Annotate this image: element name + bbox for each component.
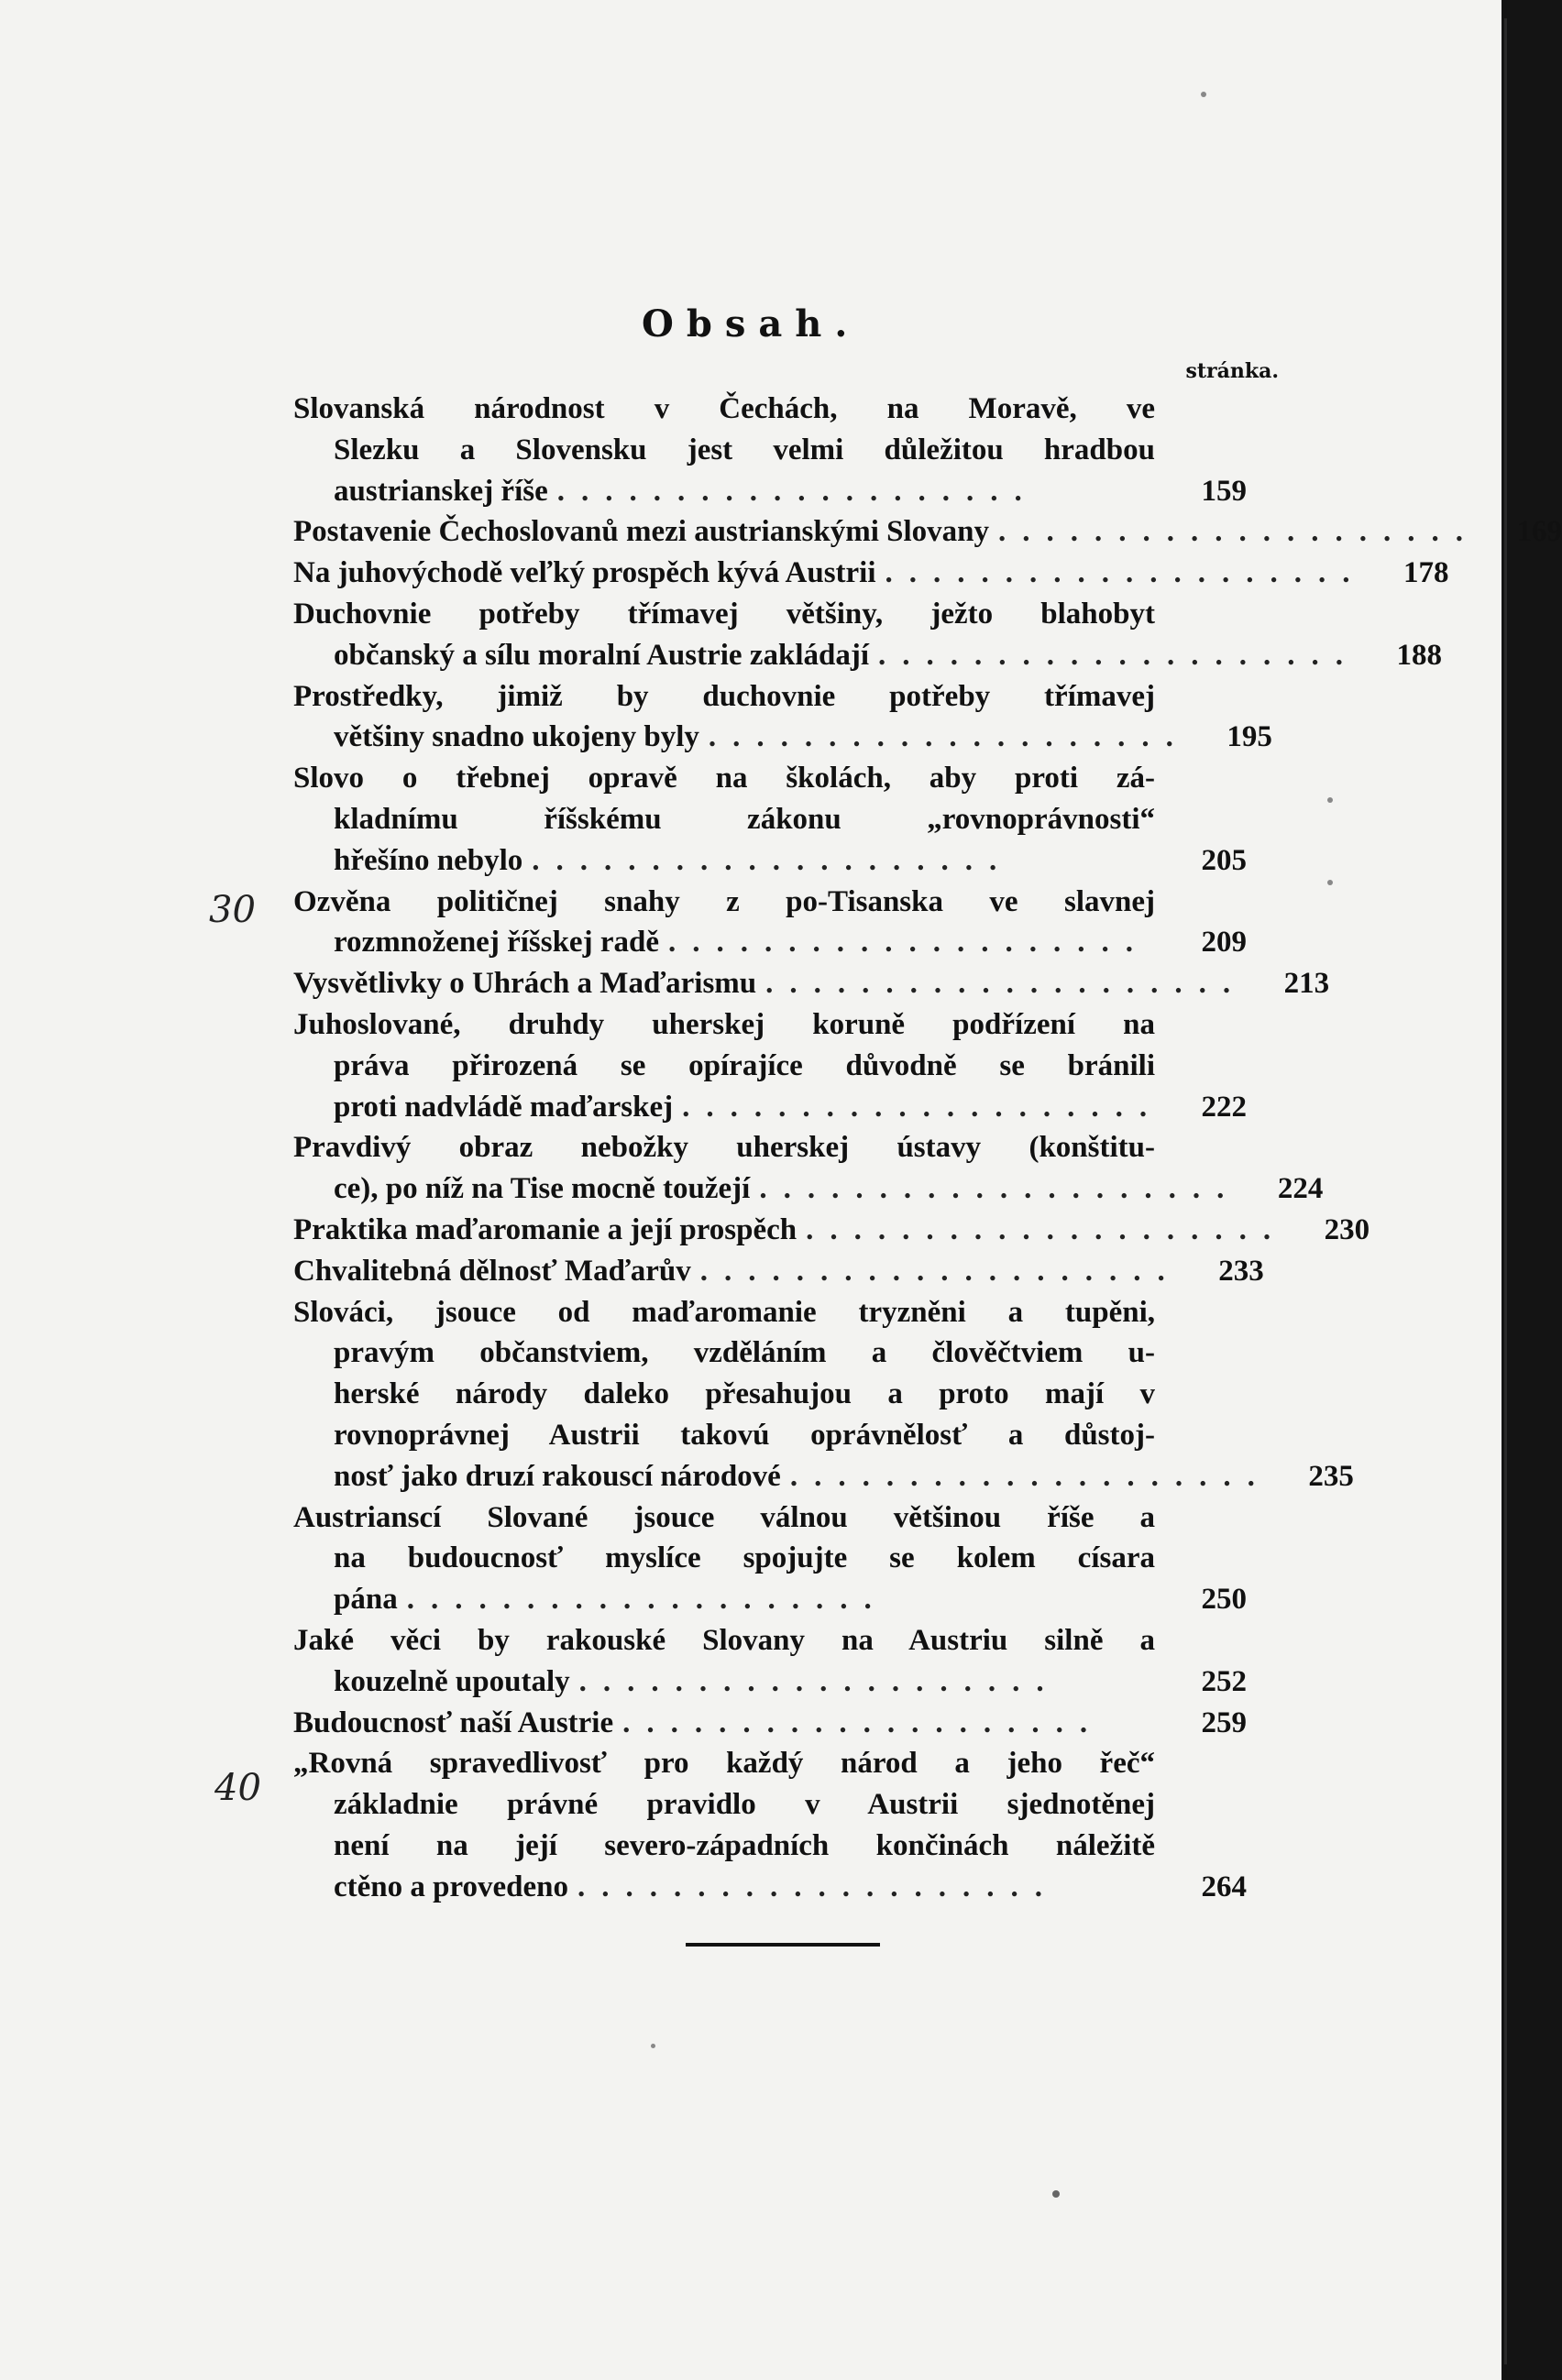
scan-speck	[1201, 92, 1206, 97]
toc-entry-text: Austrianscí Slované jsouce válnou většinou říše a	[293, 1500, 1155, 1534]
scan-speck	[651, 2044, 655, 2048]
toc-page-number: 169	[1516, 515, 1562, 549]
toc-line	[293, 1415, 1247, 1456]
toc-line	[293, 922, 1247, 963]
toc-line	[293, 1333, 1247, 1374]
handwritten-margin-note: 40	[214, 1767, 261, 1809]
toc-entry-text: není na její severo-západních končinách náležitě	[334, 1828, 1155, 1862]
toc-line	[293, 1210, 1370, 1251]
toc-line	[293, 1703, 1247, 1744]
toc-entry-text: Juhoslované, druhdy uherskej koruně podřízení na	[293, 1007, 1155, 1041]
toc-page-number: 264	[1201, 1870, 1247, 1903]
toc-page-number: 205	[1201, 843, 1247, 877]
toc-entry-text: na budoucnosť myslíce spojujte se kolem císara	[334, 1541, 1155, 1575]
toc-entry-text: Prostředky, jimiž by duchovnie potřeby třímavej	[293, 679, 1155, 713]
toc-entry-text: hřešíno nebylo	[334, 843, 523, 877]
scan-speck	[1327, 880, 1333, 885]
table-of-contents	[293, 389, 1562, 1907]
toc-page-number: 209	[1201, 926, 1247, 960]
toc-line	[293, 430, 1247, 471]
toc-entry-text: Pravdivý obraz nebožky uherskej ústavy (konštitu-	[293, 1131, 1155, 1165]
handwritten-margin-note: 30	[209, 889, 256, 931]
toc-line	[293, 1004, 1247, 1046]
toc-entry-text: Na juhovýchodě veľký prospěch kývá Austrii	[293, 556, 876, 590]
dot-leader: ....................	[885, 556, 1367, 590]
toc-line	[293, 799, 1247, 840]
toc-entry-text: Slovo o třebnej opravě na školách, aby proti zá-	[293, 762, 1155, 795]
toc-entry-text: Jaké věci by rakouské Slovany na Austriu silně a	[293, 1623, 1155, 1657]
toc-entry-text: proti nadvládě maďarskej	[334, 1090, 674, 1124]
toc-entry	[293, 882, 1247, 964]
toc-entry-text: Slovanská národnost v Čechách, na Moravě, ve	[293, 392, 1155, 425]
toc-page-number: 233	[1218, 1254, 1264, 1288]
toc-entry	[293, 389, 1247, 511]
toc-entry-text: herské národy daleko přesahujou a proto mají v	[334, 1377, 1155, 1411]
toc-line	[293, 635, 1442, 676]
toc-page-number: 178	[1403, 556, 1449, 590]
toc-entry-text: většiny snadno ukojeny byly	[334, 720, 699, 754]
toc-line	[293, 1826, 1247, 1867]
toc-entry	[293, 1004, 1247, 1127]
toc-entry	[293, 511, 1562, 553]
toc-line	[293, 882, 1247, 923]
toc-line	[293, 1127, 1247, 1168]
toc-line	[293, 1497, 1247, 1539]
toc-line	[293, 758, 1247, 799]
toc-line	[293, 1538, 1247, 1579]
toc-line	[293, 1784, 1247, 1826]
page-edge	[1504, 18, 1507, 2364]
toc-entry	[293, 963, 1330, 1004]
toc-page-number: 159	[1201, 474, 1247, 508]
toc-entry	[293, 758, 1247, 881]
toc-entry	[293, 1743, 1247, 1907]
toc-page-number: 213	[1283, 967, 1330, 1001]
toc-entry-text: pravým občanstviem, vzděláním a člověčtviem u-	[334, 1336, 1155, 1370]
toc-page-number: 235	[1308, 1459, 1354, 1493]
toc-entry-text: Budoucnosť naší Austrie	[293, 1705, 614, 1739]
dot-leader: ....................	[532, 843, 1014, 877]
closing-rule	[686, 1943, 880, 1947]
toc-entry	[293, 676, 1272, 759]
dot-leader: ....................	[789, 1459, 1271, 1493]
toc-line	[293, 1662, 1247, 1703]
toc-entry-text: kouzelně upoutaly	[334, 1664, 570, 1698]
toc-entry-text: kladnímu říšskému zákonu „rovnoprávnosti“	[334, 802, 1155, 836]
toc-page-number: 188	[1396, 638, 1442, 672]
toc-entry-text: Slezku a Slovensku jest velmi důležitou hradbou	[334, 433, 1155, 466]
toc-line	[293, 1251, 1264, 1292]
toc-entry-text: nosť jako druzí rakouscí národové	[334, 1459, 781, 1493]
dot-leader: ....................	[878, 638, 1359, 672]
toc-entry	[293, 594, 1442, 676]
dot-leader: ....................	[699, 1254, 1182, 1288]
toc-page-number: 195	[1226, 720, 1272, 754]
toc-page-number: 252	[1201, 1664, 1247, 1698]
dot-leader: ....................	[578, 1664, 1061, 1698]
toc-line	[293, 1743, 1247, 1784]
toc-line	[293, 676, 1247, 718]
toc-line	[293, 1374, 1247, 1415]
toc-entry-text: austrianskej říše	[334, 474, 548, 508]
dot-leader: ....................	[578, 1870, 1060, 1903]
toc-entry	[293, 1127, 1324, 1210]
toc-entry	[293, 553, 1449, 594]
toc-entry-text: Praktika maďaromanie a její prospěch	[293, 1212, 798, 1246]
dot-leader: ....................	[667, 926, 1150, 960]
toc-page-number: 259	[1201, 1705, 1247, 1739]
dot-leader: ....................	[998, 515, 1480, 549]
toc-line	[293, 1620, 1247, 1662]
toc-line	[293, 717, 1272, 758]
dot-leader: ....................	[806, 1212, 1288, 1246]
toc-entry	[293, 1292, 1354, 1497]
toc-entry	[293, 1620, 1247, 1703]
page-column-label: stránka.	[1185, 359, 1279, 383]
dot-leader: ....................	[406, 1583, 888, 1617]
toc-line	[293, 840, 1247, 882]
dot-leader: ....................	[759, 1172, 1241, 1206]
scan-speck	[1327, 797, 1333, 803]
toc-line	[293, 389, 1247, 430]
toc-entry	[293, 1210, 1370, 1251]
toc-line	[293, 1046, 1247, 1087]
toc-line	[293, 1867, 1247, 1908]
dot-leader: ....................	[622, 1705, 1105, 1739]
toc-entry-text: ctěno a provedeno	[334, 1870, 569, 1903]
toc-entry-text: Vysvětlivky o Uhrách a Maďarismu	[293, 967, 757, 1001]
toc-page-number: 222	[1201, 1090, 1247, 1124]
toc-entry-text: základnie právné pravidlo v Austrii sjednotěnej	[334, 1788, 1155, 1822]
toc-entry-text: Chvalitebná dělnosť Maďarův	[293, 1254, 691, 1288]
toc-line	[293, 1292, 1247, 1333]
toc-entry-text: pána	[334, 1583, 398, 1617]
dot-leader: ....................	[682, 1090, 1164, 1124]
toc-entry-text: rozmnoženej říšskej radě	[334, 926, 659, 960]
toc-entry-text: Postavenie Čechoslovanů mezi austrianskými Slovany	[293, 515, 990, 549]
toc-line	[293, 1456, 1354, 1497]
dot-leader: ....................	[708, 720, 1190, 754]
toc-line	[293, 963, 1330, 1004]
dot-leader: ....................	[556, 474, 1039, 508]
toc-line	[293, 511, 1562, 553]
toc-page-number: 250	[1201, 1583, 1247, 1617]
toc-entry-text: Duchovnie potřeby třímavej většiny, ježto blahobyt	[293, 597, 1155, 631]
toc-line	[293, 471, 1247, 512]
toc-entry-text: občanský a sílu moralní Austrie zakládají	[334, 638, 869, 672]
toc-entry	[293, 1497, 1247, 1620]
toc-entry-text: „Rovná spravedlivosť pro každý národ a jeho řeč“	[293, 1747, 1155, 1781]
toc-entry-text: Ozvěna političnej snahy z po-Tisanska ve slavnej	[293, 884, 1155, 918]
toc-entry	[293, 1251, 1264, 1292]
toc-entry-text: rovnoprávnej Austrii takovú oprávnělosť a důstoj-	[334, 1418, 1155, 1452]
toc-page-number: 224	[1277, 1172, 1324, 1206]
toc-page-number: 230	[1324, 1212, 1370, 1246]
toc-entry	[293, 1703, 1247, 1744]
scan-speck	[1052, 2190, 1060, 2198]
toc-line	[293, 1579, 1247, 1620]
toc-line	[293, 1087, 1247, 1128]
toc-line	[293, 594, 1247, 635]
dot-leader: ....................	[765, 967, 1248, 1001]
toc-entry-text: práva přirozená se opírajíce důvodně se bránili	[334, 1048, 1155, 1082]
toc-line	[293, 553, 1449, 594]
page-title: Obsah.	[642, 302, 861, 345]
toc-entry-text: ce), po níž na Tise mocně toužejí	[334, 1172, 751, 1206]
toc-entry-text: Slováci, jsouce od maďaromanie tryzněni a tupěni,	[293, 1295, 1155, 1329]
toc-line	[293, 1168, 1324, 1210]
